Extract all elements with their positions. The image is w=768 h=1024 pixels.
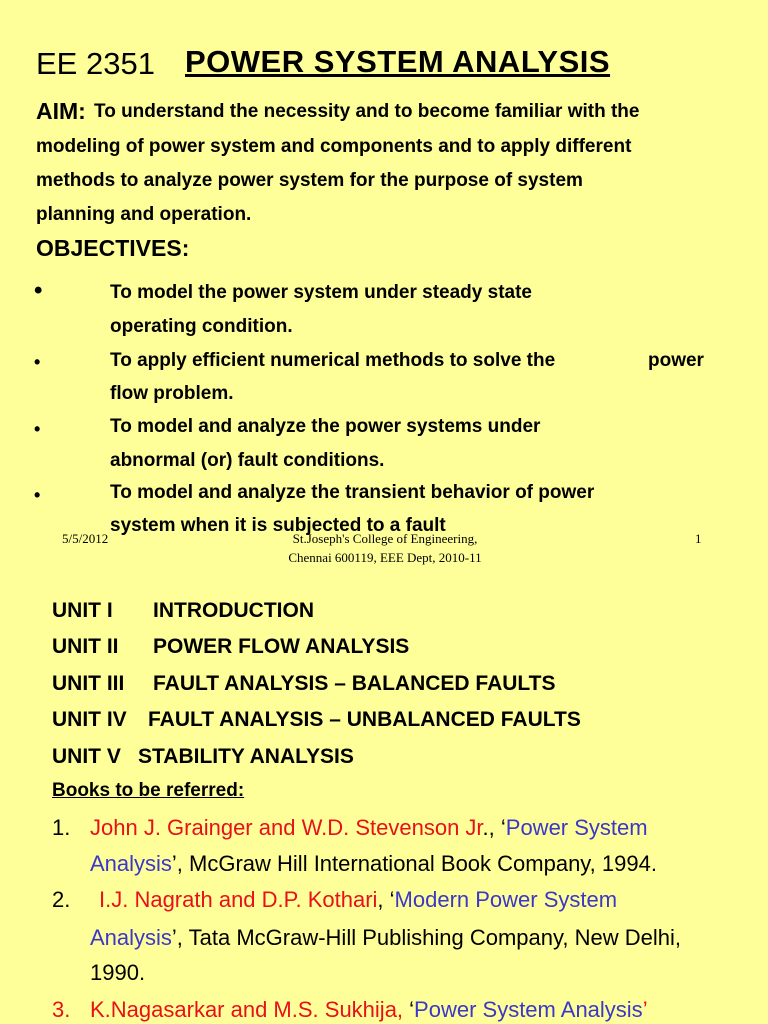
footer-page-number: 1 xyxy=(695,531,702,546)
unit-name: FAULT ANALYSIS – BALANCED FAULTS xyxy=(153,672,556,695)
aim-label: AIM: xyxy=(36,98,86,124)
bullet-1: • xyxy=(34,277,43,304)
objective-2-line-1: To apply efficient numerical methods to solve the xyxy=(110,350,556,371)
bullet-4: • xyxy=(34,485,41,505)
objective-3-line-1: To model and analyze the power systems under xyxy=(110,416,541,437)
unit-number: UNIT I xyxy=(52,599,113,622)
book-1-authors: John J. Grainger and W.D. Stevenson Jr xyxy=(90,815,483,840)
book-2-authors: I.J. Nagrath and D.P. Kothari xyxy=(99,887,378,912)
unit-name: INTRODUCTION xyxy=(153,599,314,622)
book-1-line-2 xyxy=(90,851,657,877)
unit-number: UNIT V xyxy=(52,745,121,768)
aim-line-3: methods to analyze power system for the purpose of system xyxy=(36,170,583,191)
footer-college-line-1: St.Joseph's College of Engineering, xyxy=(292,531,478,546)
bullet-3: • xyxy=(34,419,41,439)
objective-4-line-2: system when it is subjected to a fault xyxy=(110,515,446,536)
objective-4-line-1: To model and analyze the transient behavior of power xyxy=(110,482,595,503)
book-3-close-quote: ’ xyxy=(642,997,648,1022)
objective-1-line-2: operating condition. xyxy=(110,316,293,337)
book-1-title: Power System xyxy=(505,815,648,840)
unit-name: POWER FLOW ANALYSIS xyxy=(153,635,410,658)
book-1-publisher: ’, McGraw Hill International Book Company, 1994. xyxy=(171,851,657,876)
book-3-line-1 xyxy=(90,997,648,1023)
book-3-number: 3. xyxy=(52,997,71,1022)
aim-line-4: planning and operation. xyxy=(36,204,252,225)
book-3-title: Power System Analysis xyxy=(414,997,643,1022)
bullet-2: • xyxy=(34,352,41,372)
footer-date: 5/5/2012 xyxy=(62,531,109,546)
book-3-authors: K.Nagasarkar and M.S. Sukhija, xyxy=(90,997,404,1022)
book-2-year: 1990. xyxy=(90,960,146,985)
unit-number: UNIT III xyxy=(52,672,125,695)
book-2-separator: , ‘ xyxy=(377,887,395,912)
book-1-line-1 xyxy=(90,815,648,841)
objective-2-line-1-end: power xyxy=(648,350,704,371)
objective-1-line-1: To model the power system under steady state xyxy=(110,282,532,303)
unit-name: FAULT ANALYSIS – UNBALANCED FAULTS xyxy=(148,708,581,731)
aim-line-1: To understand the necessity and to become familiar with the xyxy=(94,101,640,122)
books-heading: Books to be referred: xyxy=(52,780,245,801)
unit-name: STABILITY ANALYSIS xyxy=(138,745,354,768)
unit-number: UNIT II xyxy=(52,635,119,658)
book-2-number: 2. xyxy=(52,887,71,912)
footer-college-line-2: Chennai 600119, EEE Dept, 2010-11 xyxy=(288,550,482,565)
objective-2-line-2: flow problem. xyxy=(110,383,234,404)
book-3-separator: ‘ xyxy=(403,997,415,1022)
objectives-heading: OBJECTIVES: xyxy=(36,235,190,261)
course-title: POWER SYSTEM ANALYSIS xyxy=(185,44,611,79)
book-2-publisher: ’, Tata McGraw-Hill Publishing Company, New Delhi, xyxy=(171,925,681,950)
book-1-number: 1. xyxy=(52,815,71,840)
book-1-separator: ., ‘ xyxy=(482,815,506,840)
book-2-title: Modern Power System xyxy=(394,887,618,912)
aim-line-2: modeling of power system and components and to apply different xyxy=(36,136,632,157)
book-2-title-cont: Analysis xyxy=(90,925,172,950)
unit-number: UNIT IV xyxy=(52,708,127,731)
book-1-title-cont: Analysis xyxy=(90,851,172,876)
book-2-line-2 xyxy=(90,925,681,951)
book-2-line-1 xyxy=(99,887,617,913)
objective-3-line-2: abnormal (or) fault conditions. xyxy=(110,450,385,471)
course-code: EE 2351 xyxy=(36,46,155,81)
